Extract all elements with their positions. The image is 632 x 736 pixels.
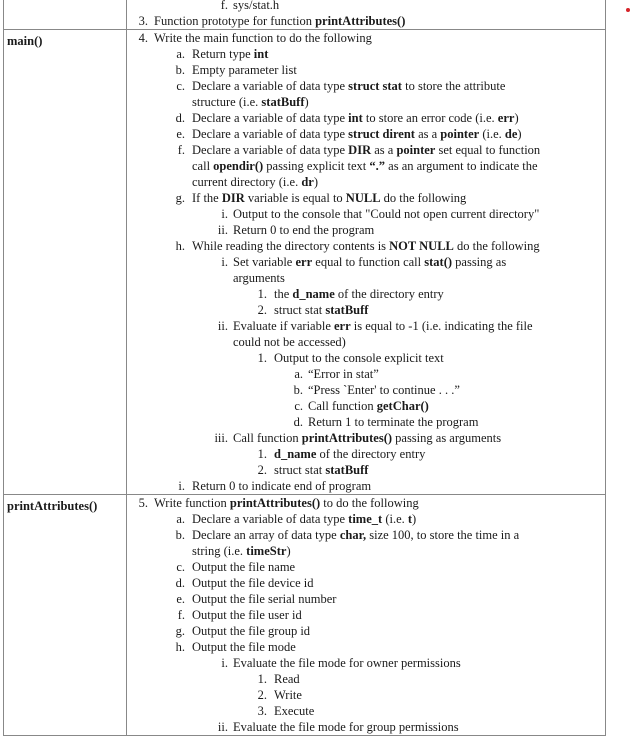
list-item (127, 78, 605, 94)
list-text (192, 78, 505, 94)
list-text (192, 190, 466, 206)
list-item (127, 206, 605, 222)
list-item (127, 222, 605, 238)
text-run: Output to the console that "Could not open current directory" (233, 207, 540, 221)
bold-text: err (295, 255, 313, 269)
bold-text: t (407, 512, 413, 526)
list-text (308, 382, 460, 398)
document (3, 0, 606, 736)
text-run: “Error in stat” (308, 367, 379, 381)
text-run: call (192, 159, 214, 173)
list-text (233, 206, 539, 222)
text-run: Call function (308, 399, 377, 413)
text-run: (i.e. (479, 127, 505, 141)
list-text (233, 430, 501, 446)
text-run: Write function (154, 496, 230, 510)
list-marker: ii. (217, 223, 228, 237)
bold-text: stat() (424, 255, 453, 269)
list-item (127, 511, 605, 527)
list-marker: 3. (138, 14, 148, 28)
text-run: Output the file mode (192, 640, 296, 654)
bold-text: printAttributes (315, 14, 398, 28)
list-marker: 2. (257, 688, 267, 702)
text-run: Declare a variable of data type (192, 143, 349, 157)
list-text (192, 62, 297, 78)
spec-row (4, 30, 606, 495)
list-marker: c. (294, 399, 303, 413)
list-item (127, 30, 605, 46)
list-text (192, 607, 302, 623)
bold-text: statBuff (325, 463, 369, 477)
list-text (192, 591, 336, 607)
text-run: While reading the directory contents is (192, 239, 390, 253)
list-item (127, 286, 605, 302)
list-marker: e. (176, 127, 185, 141)
text-run: do the following (380, 191, 467, 205)
list-item (127, 62, 605, 78)
text-run: struct stat (274, 463, 326, 477)
list-item (127, 366, 605, 382)
list-text (192, 543, 291, 559)
list-item (127, 607, 605, 623)
text-run: Output the file serial number (192, 592, 337, 606)
bold-text: printAttributes() (229, 496, 321, 510)
bold-text: struct stat (348, 79, 402, 93)
red-dot-marker (626, 8, 630, 12)
text-run: Output the file name (192, 560, 296, 574)
list-marker: i. (178, 479, 185, 493)
list-item (127, 238, 605, 254)
list-item (127, 190, 605, 206)
text-run: sys/stat.h (233, 0, 280, 12)
list-item (127, 398, 605, 414)
list-item-continuation (127, 158, 605, 174)
text-run: to store the attribute (401, 79, 506, 93)
spec-table (3, 0, 606, 736)
bold-text: () (397, 14, 406, 28)
list-text (192, 142, 540, 158)
list-text (192, 126, 522, 142)
text-run: as a (414, 127, 441, 141)
list-marker: c. (176, 79, 185, 93)
text-run: passing as arguments (392, 431, 502, 445)
bold-text: char, (339, 528, 367, 542)
list-item (127, 318, 605, 334)
text-run: to store an error code (i.e. (362, 111, 498, 125)
bold-text: dr (301, 175, 314, 189)
list-marker: d. (175, 111, 185, 125)
list-item (127, 110, 605, 126)
row-content (127, 495, 606, 736)
list-text (154, 30, 372, 46)
list-item (127, 703, 605, 719)
list-marker: d. (175, 576, 185, 590)
list-text (192, 639, 296, 655)
text-run: could not be accessed) (233, 335, 346, 349)
list-text (233, 334, 346, 350)
list-marker: 2. (257, 303, 267, 317)
list-item (127, 719, 605, 735)
text-run: Return 0 to indicate end of program (192, 479, 372, 493)
text-run: Write the main function to do the following (154, 31, 372, 45)
list-text (192, 527, 519, 543)
list-text (233, 254, 506, 270)
list-text (308, 398, 429, 414)
list-item (127, 126, 605, 142)
text-run: (i.e. (382, 512, 408, 526)
list-text (233, 719, 459, 735)
text-run: ) (517, 127, 522, 141)
text-run: Declare an array of data type (192, 528, 340, 542)
text-run: Execute (274, 704, 315, 718)
bold-text: DIR (221, 191, 245, 205)
list-item (127, 623, 605, 639)
text-run: Declare a variable of data type (192, 512, 349, 526)
list-text (192, 623, 310, 639)
list-marker: g. (175, 191, 185, 205)
list-marker: 1. (257, 447, 267, 461)
list-text (192, 174, 318, 190)
list-item (127, 430, 605, 446)
text-run: Declare a variable of data type (192, 79, 349, 93)
list-marker: 1. (257, 351, 267, 365)
text-run: of the directory entry (334, 287, 444, 301)
bold-text: de (504, 127, 518, 141)
list-text (308, 366, 379, 382)
text-run: Set variable (233, 255, 296, 269)
text-run: Read (274, 672, 300, 686)
text-run: If the (192, 191, 222, 205)
row-label (4, 0, 127, 30)
list-item (127, 655, 605, 671)
row-label: main() (4, 30, 127, 495)
list-text (274, 703, 314, 719)
list-text (233, 222, 374, 238)
text-run: arguments (233, 271, 285, 285)
list-item (127, 46, 605, 62)
list-item (127, 302, 605, 318)
list-marker: a. (176, 47, 185, 61)
list-marker: 1. (257, 287, 267, 301)
list-item (127, 575, 605, 591)
list-item-continuation (127, 270, 605, 286)
text-run: variable is equal to (244, 191, 346, 205)
list-marker: i. (221, 255, 228, 269)
bold-text: d_name (274, 447, 317, 461)
bold-text: err (334, 319, 351, 333)
text-run: is equal to -1 (i.e. indicating the file (350, 319, 533, 333)
list-marker: 5. (138, 496, 148, 510)
list-marker: ii. (217, 319, 228, 333)
list-text (154, 495, 419, 511)
list-text (192, 575, 314, 591)
list-text (274, 286, 444, 302)
list-item (127, 142, 605, 158)
list-item (127, 462, 605, 478)
list-marker: f. (177, 608, 185, 622)
bold-text: pointer (396, 143, 436, 157)
text-run: Function prototype for function (154, 14, 316, 28)
bold-text: DIR (348, 143, 372, 157)
list-marker: iii. (214, 431, 228, 445)
text-run: Output the file group id (192, 624, 311, 638)
bold-text: timeStr (246, 544, 287, 558)
list-item (127, 687, 605, 703)
text-run: passing as (452, 255, 507, 269)
bold-text: statBuff (325, 303, 369, 317)
list-marker: d. (293, 415, 303, 429)
row-content (127, 30, 606, 495)
text-run: ) (412, 512, 417, 526)
list-marker: i. (221, 656, 228, 670)
list-text (233, 0, 279, 13)
bold-text: int (253, 47, 269, 61)
text-run: to do the following (320, 496, 419, 510)
list-item (127, 414, 605, 430)
list-item (127, 13, 605, 29)
text-run: structure (i.e. (192, 95, 262, 109)
bold-text: err (497, 111, 515, 125)
list-item-continuation (127, 543, 605, 559)
list-text (192, 94, 309, 110)
list-marker: 3. (257, 704, 267, 718)
list-marker: 2. (257, 463, 267, 477)
row-label: printAttributes() (4, 495, 127, 736)
text-run: Return 0 to end the program (233, 223, 375, 237)
text-run: “Press `Enter' to continue . . .” (308, 383, 460, 397)
text-run: as an argument to indicate the (385, 159, 538, 173)
list-text (192, 46, 268, 62)
text-run: ) (514, 111, 519, 125)
text-run: ) (313, 175, 318, 189)
list-marker: h. (175, 239, 185, 253)
list-item (127, 478, 605, 494)
list-marker: f. (220, 0, 228, 12)
list-item (127, 495, 605, 511)
list-marker: b. (293, 383, 303, 397)
text-run: string (i.e. (192, 544, 247, 558)
text-run: Declare a variable of data type (192, 127, 349, 141)
text-run: Return 1 to terminate the program (308, 415, 479, 429)
list-text (154, 13, 405, 29)
list-item (127, 559, 605, 575)
list-item-continuation (127, 334, 605, 350)
list-text (233, 318, 533, 334)
list-text (192, 238, 540, 254)
bold-text: pointer (440, 127, 480, 141)
list-text (274, 687, 302, 703)
list-item (127, 527, 605, 543)
list-text (192, 511, 416, 527)
bold-text: NOT NULL (389, 239, 454, 253)
text-run: Output the file user id (192, 608, 302, 622)
text-run: passing explicit text (263, 159, 370, 173)
list-marker: f. (177, 143, 185, 157)
list-text (192, 478, 371, 494)
list-item (127, 254, 605, 270)
text-run: do the following (453, 239, 540, 253)
text-run: Declare a variable of data type (192, 111, 349, 125)
list-marker: ii. (217, 720, 228, 734)
list-marker: a. (294, 367, 303, 381)
list-item (127, 446, 605, 462)
text-run: Output the file device id (192, 576, 314, 590)
list-marker: b. (175, 528, 185, 542)
text-run: ) (304, 95, 309, 109)
list-text (274, 302, 368, 318)
text-run: Evaluate the file mode for group permissions (233, 720, 459, 734)
text-run: struct stat (274, 303, 326, 317)
text-run: size 100, to store the time in a (366, 528, 520, 542)
list-marker: g. (175, 624, 185, 638)
bold-text: “.” (369, 159, 386, 173)
text-run: set equal to function (435, 143, 541, 157)
text-run: equal to function call (312, 255, 425, 269)
list-marker: 1. (257, 672, 267, 686)
list-marker: a. (176, 512, 185, 526)
list-text (274, 446, 425, 462)
text-run: ) (286, 544, 291, 558)
list-item (127, 591, 605, 607)
text-run: of the directory entry (316, 447, 426, 461)
row-content (127, 0, 606, 30)
list-text (308, 414, 478, 430)
list-text (233, 270, 285, 286)
bold-text: struct dirent (348, 127, 415, 141)
text-run: Output to the console explicit text (274, 351, 444, 365)
list-text (274, 671, 300, 687)
bold-text: opendir() (213, 159, 264, 173)
list-marker: h. (175, 640, 185, 654)
list-text (192, 110, 519, 126)
list-item (127, 382, 605, 398)
list-item (127, 639, 605, 655)
list-text (233, 655, 461, 671)
text-run: Empty parameter list (192, 63, 297, 77)
bold-text: NULL (345, 191, 381, 205)
list-item-continuation (127, 174, 605, 190)
text-run: Evaluate the file mode for owner permissions (233, 656, 461, 670)
list-text (192, 158, 538, 174)
bold-text: getChar() (376, 399, 429, 413)
list-marker: i. (221, 207, 228, 221)
text-run: the (274, 287, 293, 301)
bold-text: d_name (292, 287, 335, 301)
text-run: Return type (192, 47, 254, 61)
spec-row (4, 495, 606, 736)
list-item (127, 671, 605, 687)
text-run: Evaluate if variable (233, 319, 334, 333)
spec-row (4, 0, 606, 30)
list-marker: 4. (138, 31, 148, 45)
bold-text: int (348, 111, 363, 125)
list-item-continuation (127, 94, 605, 110)
text-run: current directory (i.e. (192, 175, 302, 189)
list-text (274, 350, 444, 366)
list-text (274, 462, 368, 478)
list-item (127, 350, 605, 366)
list-item (127, 0, 605, 13)
list-marker: b. (175, 63, 185, 77)
list-marker: e. (176, 592, 185, 606)
list-text (192, 559, 295, 575)
text-run: Call function (233, 431, 302, 445)
list-marker: c. (176, 560, 185, 574)
bold-text: time_t (348, 512, 383, 526)
text-run: Write (274, 688, 302, 702)
text-run: as a (371, 143, 397, 157)
bold-text: statBuff (261, 95, 305, 109)
bold-text: printAttributes() (301, 431, 393, 445)
